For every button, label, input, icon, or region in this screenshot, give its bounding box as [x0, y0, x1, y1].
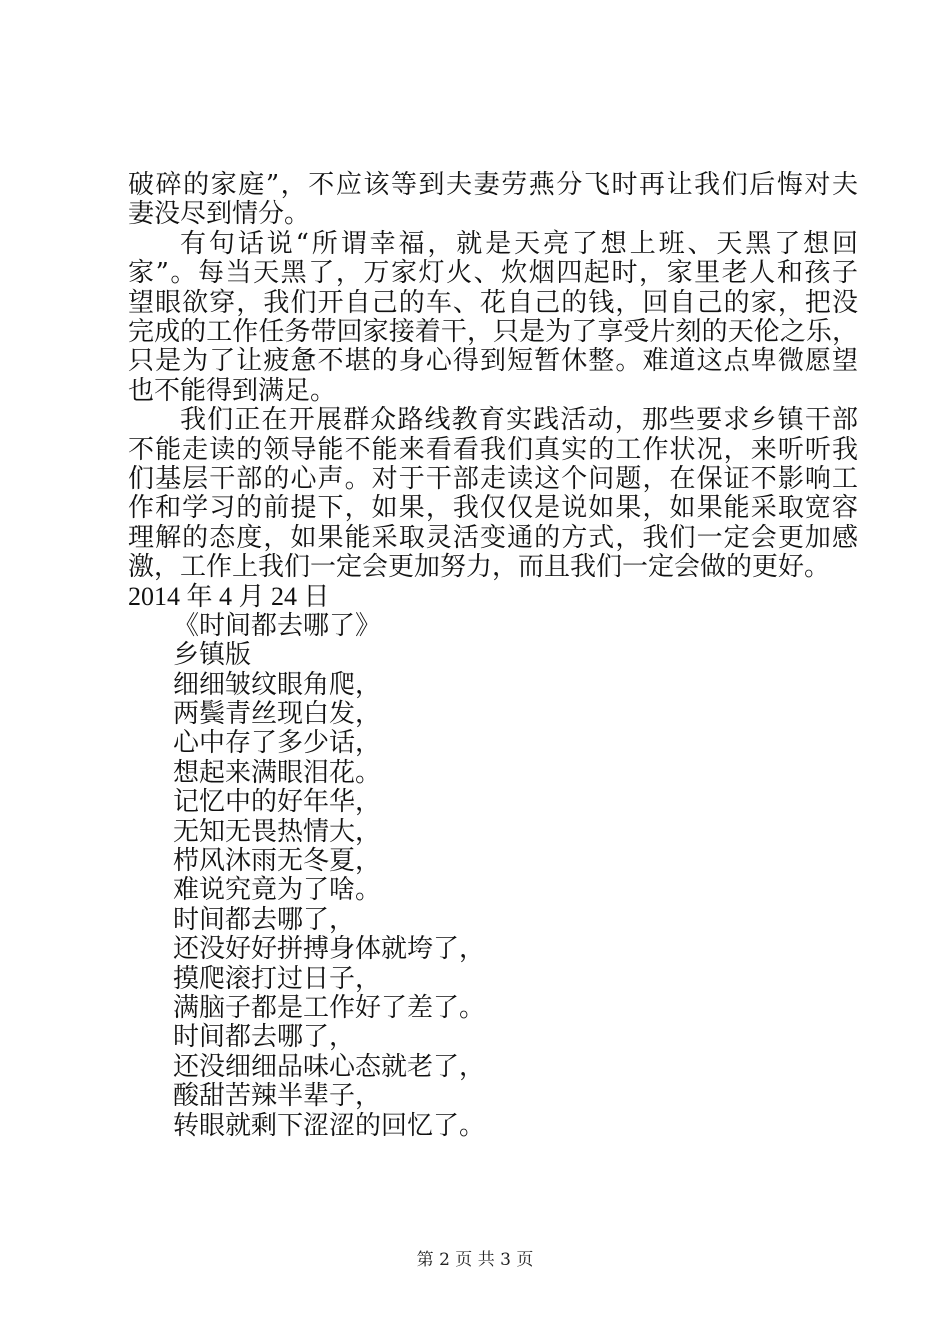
text-line: 完成的工作任务带回家接着干，只是为了享受片刻的天伦之乐， [128, 316, 858, 347]
poem-line: 满脑子都是工作好了差了。 [173, 992, 486, 1023]
poem-title: 《时间都去哪了》 [173, 610, 382, 641]
text-line: 理解的态度，如果能采取灵活变通的方式，我们一定会更加感 [128, 522, 858, 553]
text-line: 也不能得到满足。 [128, 375, 337, 406]
text-line: 妻没尽到情分。 [128, 199, 311, 230]
document-date: 2014 年 4 月 24 日 [128, 582, 330, 612]
poem [128, 612, 858, 1141]
text-line: 家”。每当天黑了，万家灯火、炊烟四起时，家里老人和孩子 [128, 258, 858, 289]
poem-line: 转眼就剩下涩涩的回忆了。 [173, 1110, 486, 1141]
text-line: 破碎的家庭”，不应该等到夫妻劳燕分飞时再让我们后悔对夫 [128, 170, 858, 200]
poem-subtitle: 乡镇版 [173, 640, 252, 671]
poem-line: 时间都去哪了， [173, 904, 356, 935]
paragraph [128, 230, 858, 406]
text-line: 作和学习的前提下，如果，我仅仅是说如果，如果能采取宽容 [128, 493, 858, 524]
text-line: 望眼欲穿，我们开自己的车、花自己的钱，回自己的家，把没 [128, 287, 858, 318]
poem-line: 无知无畏热情大， [173, 816, 382, 847]
poem-line: 想起来满眼泪花。 [173, 757, 382, 788]
text-line: 只是为了让疲惫不堪的身心得到短暂休整。难道这点卑微愿望 [128, 346, 858, 377]
poem-line: 时间都去哪了， [173, 1022, 356, 1053]
poem-line: 难说究竟为了啥。 [173, 875, 382, 906]
poem-line: 心中存了多少话， [173, 728, 382, 759]
text-line: 有句话说“所谓幸福，就是天亮了想上班、天黑了想回 [180, 228, 858, 259]
document-body [128, 171, 858, 1141]
poem-line: 还没好好拼搏身体就垮了， [173, 934, 486, 965]
paragraph [128, 171, 858, 230]
poem-line: 酸甜苦辣半辈子， [173, 1081, 382, 1112]
page-footer: 第 2 页 共 3 页 [416, 1250, 534, 1270]
poem-line: 记忆中的好年华， [173, 787, 382, 818]
text-line: 我们正在开展群众路线教育实践活动，那些要求乡镇干部 [180, 405, 858, 436]
text-line: 激，工作上我们一定会更加努力，而且我们一定会做的更好。 [128, 552, 831, 583]
poem-line: 还没细细品味心态就老了， [173, 1051, 486, 1082]
text-line: 们基层干部的心声。对于干部走读这个问题，在保证不影响工 [128, 463, 858, 494]
poem-line: 摸爬滚打过日子， [173, 963, 382, 994]
text-line: 不能走读的领导能不能来看看我们真实的工作状况，来听听我 [128, 434, 858, 465]
paragraph [128, 406, 858, 582]
poem-line: 两鬓青丝现白发， [173, 699, 382, 730]
poem-line: 栉风沐雨无冬夏， [173, 845, 382, 876]
poem-line: 细细皱纹眼角爬， [173, 669, 382, 700]
